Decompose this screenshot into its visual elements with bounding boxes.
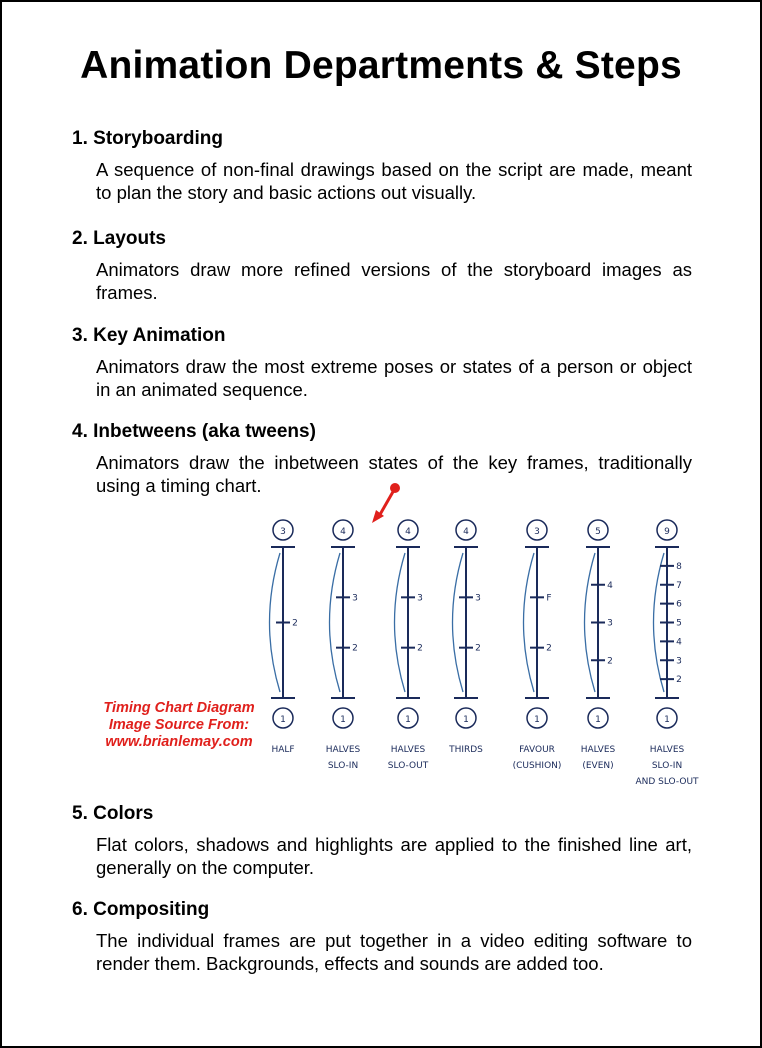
step-heading: 6. Compositing [72, 899, 210, 920]
top-key-number: 5 [595, 527, 601, 537]
step-heading: 2. Layouts [72, 228, 166, 249]
chart-label: HALVES [325, 745, 361, 755]
chart-sublabel: (CUSHION) [512, 761, 562, 771]
step-description: Flat colors, shadows and highlights are applied to the finished line art, generally on the computer. [96, 834, 692, 878]
bottom-key-number: 1 [340, 715, 346, 725]
step-storyboarding [72, 126, 692, 204]
step-colors [72, 801, 692, 879]
bottom-key-number: 1 [664, 715, 670, 725]
inbetween-number: 7 [676, 580, 682, 591]
step-heading: 1. Storyboarding [72, 128, 223, 149]
spacing-arc [330, 553, 341, 692]
step-description: Animators draw more refined versions of the storyboard images as frames. [96, 259, 692, 303]
top-key-number: 4 [405, 527, 411, 537]
chart-label: HALF [271, 745, 295, 755]
chart-label: HALVES [649, 745, 685, 755]
inbetween-number: 2 [417, 643, 423, 654]
top-key-number: 4 [340, 527, 346, 537]
step-description: The individual frames are put together in a video editing software to render them. Backgrounds, effects and sounds are added too. [96, 930, 692, 974]
chart-label: THIRDS [449, 745, 483, 755]
spacing-arc [524, 553, 535, 692]
top-key-number: 9 [664, 527, 670, 537]
bottom-key-number: 1 [405, 715, 411, 725]
timing-chart-diagram [240, 505, 720, 800]
chart-sublabel: (EVEN) [582, 761, 614, 771]
inbetween-number: 2 [475, 643, 481, 654]
inbetween-number: 3 [475, 593, 481, 604]
credit-url: www.brianlemay.com [105, 734, 253, 750]
step-description: Animators draw the most extreme poses or states of a person or object in an animated sequence. [96, 356, 692, 400]
inbetween-number: 5 [676, 618, 682, 629]
inbetween-number: 8 [676, 561, 682, 572]
bottom-key-number: 1 [534, 715, 540, 725]
chart-sublabel: SLO-IN [651, 761, 683, 771]
page-title: Animation Departments & Steps [80, 44, 682, 87]
inbetween-number: 4 [676, 637, 682, 648]
inbetween-number: F [546, 593, 552, 604]
step-description: Animators draw the inbetween states of the key frames, traditionally using a timing chart. [96, 452, 692, 496]
credit-title: Timing Chart Diagram [103, 700, 255, 716]
step-heading: 5. Colors [72, 803, 154, 824]
chart-sublabel: AND SLO-OUT [635, 777, 699, 787]
top-key-number: 4 [463, 527, 469, 537]
inbetween-number: 4 [607, 580, 613, 591]
inbetween-number: 2 [292, 618, 298, 629]
chart-label: HALVES [580, 745, 616, 755]
step-layouts [72, 226, 692, 304]
inbetween-number: 6 [676, 599, 682, 610]
chart-label: FAVOUR [519, 745, 555, 755]
inbetween-number: 2 [546, 643, 552, 654]
chart-label: HALVES [390, 745, 426, 755]
timing-charts [240, 505, 720, 800]
chart-sublabel: SLO-IN [327, 761, 359, 771]
bottom-key-number: 1 [463, 715, 469, 725]
chart-sublabel: SLO-OUT [387, 761, 429, 771]
step-heading: 4. Inbetweens (aka tweens) [72, 421, 316, 442]
inbetween-number: 2 [607, 656, 613, 667]
bottom-key-number: 1 [280, 715, 286, 725]
inbetween-number: 2 [352, 643, 358, 654]
inbetween-number: 3 [676, 656, 682, 667]
inbetween-number: 2 [676, 675, 682, 686]
inbetween-number: 3 [417, 593, 423, 604]
inbetween-number: 3 [607, 618, 613, 629]
credit-source-label: Image Source From: [108, 717, 250, 733]
step-heading: 3. Key Animation [72, 325, 226, 346]
spacing-arc [395, 553, 406, 692]
step-compositing [72, 897, 692, 975]
step-key-animation [72, 323, 692, 401]
top-key-number: 3 [280, 527, 286, 537]
top-key-number: 3 [534, 527, 540, 537]
bottom-key-number: 1 [595, 715, 601, 725]
spacing-arc [453, 553, 464, 692]
inbetween-number: 3 [352, 593, 358, 604]
image-credit [95, 700, 263, 751]
step-description: A sequence of non-final drawings based on the script are made, meant to plan the story and basic actions out visually. [96, 159, 692, 203]
